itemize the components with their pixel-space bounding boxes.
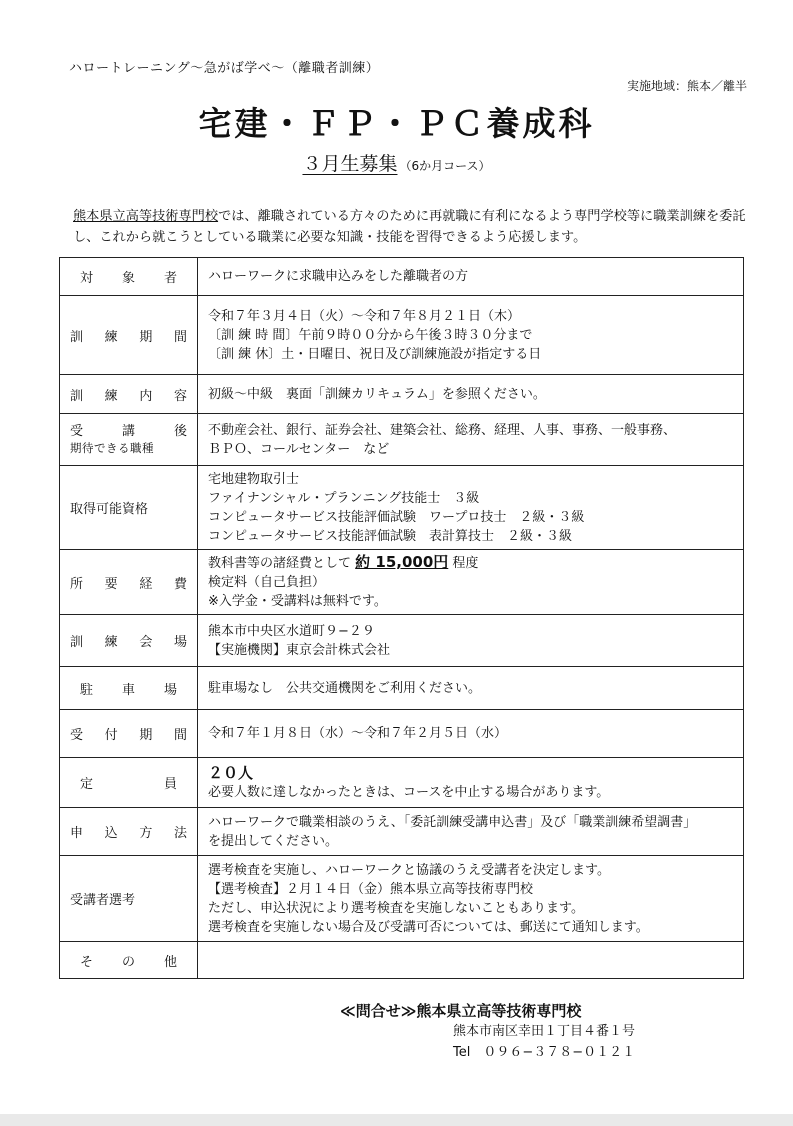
label-capacity: 定 員 (60, 758, 198, 808)
row-period (60, 296, 744, 375)
value-reception: 令和７年１月８日（水）〜令和７年２月５日（水） (198, 710, 744, 758)
recruit-month: ３月生募集 (302, 153, 398, 175)
label-apply: 申 込 方 法 (60, 808, 198, 856)
value-selection: 選考検査を実施し、ハローワークと協議のうえ受講者を決定します。 【選考検査】２月１４日（金）熊本県立高等技術専門校 ただし、申込状況により選考検査を実施しないこともあります。 選考検査を実施しない場合及び受講可否については、郵送にて通知します。 (198, 856, 744, 942)
intro-text: では、離職されている方々のために再就職に有利になるよう専門学校等に職業訓練を委託し、これから就こうとしている職業に必要な知識・技能を習得できるよう応援します。 (73, 209, 746, 245)
value-parking: 駐車場なし 公共交通機関をご利用ください。 (198, 667, 744, 710)
row-reception (60, 710, 744, 758)
course-subtitle (0, 149, 793, 176)
course-info-table (59, 257, 744, 979)
intro-paragraph (73, 206, 753, 248)
cost-amount: 約 15,000円 (355, 553, 449, 571)
value-qualifications: 宅地建物取引士 ファイナンシャル・プランニング技能士 ３級 コンピュータサービス技能評価試験 ワープロ技士 ２級・３級 コンピュータサービス技能評価試験 表計算技士 ２級・３級 (198, 466, 744, 550)
value-target: ハローワークに求職申込みをした離職者の方 (198, 258, 744, 296)
contact-phone: Tel ０９６−３７８−０１２１ (453, 1045, 636, 1060)
scan-edge (0, 1114, 793, 1126)
row-other (60, 942, 744, 979)
row-cost (60, 550, 744, 615)
row-target (60, 258, 744, 296)
value-venue: 熊本市中央区水道町９−２９ 【実施機関】東京会計株式会社 (198, 615, 744, 667)
value-content: 初級〜中級 裏面「訓練カリキュラム」を参照ください。 (198, 375, 744, 414)
value-other (198, 942, 744, 979)
label-venue: 訓 練 会 場 (60, 615, 198, 667)
label-other: そ の 他 (60, 942, 198, 979)
row-content (60, 375, 744, 414)
row-venue (60, 615, 744, 667)
contact-address: 熊本市南区幸田１丁目４番１号 (453, 1024, 636, 1039)
label-qualifications: 取得可能資格 (60, 466, 198, 550)
course-duration: （6か月コース） (399, 159, 491, 173)
contact-heading: ≪問合せ≫熊本県立高等技術専門校 (340, 1002, 582, 1020)
value-jobs: 不動産会社、銀行、証券会社、建築会社、総務、経理、人事、事務、一般事務、 ＢＰＯ、コールセンター など (198, 414, 744, 466)
value-capacity: ２０人 必要人数に達しなかったときは、コースを中止する場合があります。 (198, 758, 744, 808)
label-reception: 受 付 期 間 (60, 710, 198, 758)
row-parking (60, 667, 744, 710)
capacity-number: ２０人 (208, 763, 254, 782)
label-parking: 駐 車 場 (60, 667, 198, 710)
label-cost: 所 要 経 費 (60, 550, 198, 615)
row-apply (60, 808, 744, 856)
value-apply: ハローワークで職業相談のうえ、「委託訓練受講申込書」及び「職業訓練希望調書」 を提出してください。 (198, 808, 744, 856)
school-name: 熊本県立高等技術専門校 (73, 209, 219, 224)
label-jobs: 受 講 後 期待できる職種 (60, 414, 198, 466)
label-period: 訓 練 期 間 (60, 296, 198, 375)
row-selection (60, 856, 744, 942)
label-selection: 受講者選考 (60, 856, 198, 942)
region-note: 実施地域：熊本／離半 (626, 79, 747, 93)
value-period: 令和７年３月４日（火）〜令和７年８月２１日（木） 〔訓 練 時 間〕午前９時００分から午後３時３０分まで 〔訓 練 休〕土・日曜日、祝日及び訓練施設が指定する日 (198, 296, 744, 375)
program-series: ハロートレーニング〜急がば学べ〜（離職者訓練） (69, 61, 380, 76)
row-jobs (60, 414, 744, 466)
value-cost: 教科書等の諸経費として 約 15,000円 程度 検定料（自己負担） ※入学金・受講料は無料です。 (198, 550, 744, 615)
row-capacity (60, 758, 744, 808)
course-title: 宅建・ＦＰ・ＰＣ養成科 (198, 104, 595, 143)
label-target: 対 象 者 (60, 258, 198, 296)
row-qualifications (60, 466, 744, 550)
contact-block (340, 1000, 635, 1063)
label-content: 訓 練 内 容 (60, 375, 198, 414)
